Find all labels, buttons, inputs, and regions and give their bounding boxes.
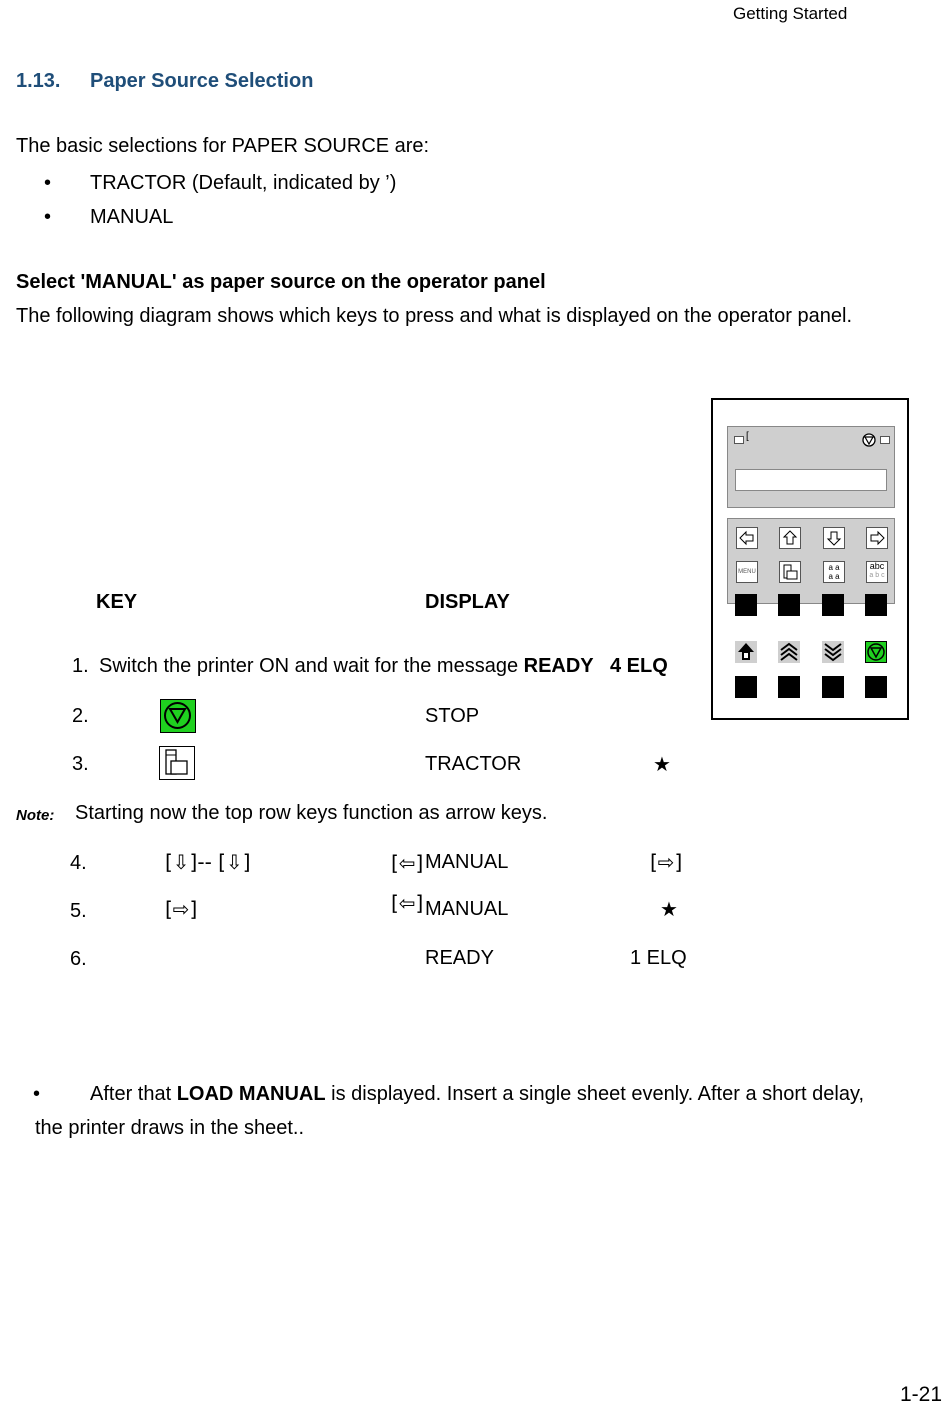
bullet-dot: • (44, 206, 52, 228)
indicator-led (734, 436, 744, 444)
panel-button (822, 676, 844, 698)
panel-button (865, 676, 887, 698)
closing-line-2: the printer draws in the sheet.. (35, 1117, 305, 1139)
paper-source-key-icon (159, 746, 195, 780)
panel-button (735, 676, 757, 698)
panel-button (822, 594, 844, 616)
step-3-display: TRACTOR (425, 753, 522, 775)
step-6-display: READY (425, 947, 494, 969)
bullet-item-manual: MANUAL (90, 206, 174, 228)
operator-panel-diagram (711, 398, 909, 720)
closing-bold: LOAD MANUAL (176, 1083, 326, 1105)
stop-panel-key-icon (865, 641, 887, 663)
note-label: Note: (16, 807, 55, 824)
paper-source-panel-key (779, 561, 801, 583)
step-number: 5. (70, 900, 87, 922)
closing-post: is displayed. Insert a single sheet evenly. After a short delay, (325, 1083, 865, 1105)
step-5-left-arrow: [⇦] (391, 891, 424, 915)
description: The following diagram shows which keys to press and what is displayed on the operator panel. (16, 305, 853, 327)
step-number: 3. (72, 753, 89, 775)
up-arrow-key (779, 527, 801, 549)
step-number: 4. (70, 852, 87, 874)
step-2-display: STOP (425, 705, 480, 727)
column-header-display: DISPLAY (425, 591, 510, 613)
running-header: Getting Started (733, 4, 848, 23)
default-star-icon: ★ (653, 754, 671, 776)
shift-up-key-icon (735, 641, 757, 663)
closing-pre: After that (90, 1083, 177, 1105)
right-arrow-key (866, 527, 888, 549)
indicator-led (880, 436, 890, 444)
step-number: 2. (72, 705, 89, 727)
bullet-dot: • (33, 1083, 41, 1105)
lcd-window (735, 469, 887, 491)
section-number: 1.13. (16, 70, 61, 92)
intro-text: The basic selections for PAPER SOURCE are: (16, 135, 430, 157)
bullet-item-tractor: TRACTOR (Default, indicated by ’) (90, 172, 397, 194)
step-number: 6. (70, 948, 87, 970)
pitch-key-sublabel: a b c (869, 572, 885, 579)
step-4-display: MANUAL (425, 851, 509, 873)
left-arrow-key (736, 527, 758, 549)
step-4-left-arrow: [⇦] (391, 851, 424, 875)
panel-button (778, 594, 800, 616)
font-key-label: a a a a (823, 561, 845, 583)
down-arrow-key (823, 527, 845, 549)
note-text: Starting now the top row keys function as arrow keys. (75, 802, 548, 824)
step-4-key: [⇩]-- [⇩] (165, 850, 251, 874)
panel-button (865, 594, 887, 616)
step-4-right-arrow: [⇨] (650, 850, 683, 874)
step-5-display: MANUAL (425, 898, 509, 920)
closing-line-1 (90, 1083, 864, 1106)
stop-key-icon (160, 699, 196, 733)
stop-indicator-icon (862, 433, 876, 447)
default-star-icon: ★ (660, 899, 678, 921)
step-6-right: 1 ELQ (630, 947, 687, 969)
step-1-text (99, 655, 668, 678)
section-title: Paper Source Selection (90, 70, 314, 92)
page-number: 1-21 (900, 1383, 943, 1406)
step-5-key: [⇨] (165, 897, 198, 921)
feed-up-key-icon (778, 641, 800, 663)
subheading: Select 'MANUAL' as paper source on the operator panel (16, 271, 546, 293)
feed-down-key-icon (822, 641, 844, 663)
panel-button (735, 594, 757, 616)
step-number: 1. (72, 655, 89, 677)
step-1-message: READY 4 ELQ (523, 655, 668, 677)
menu-key-label: MENU (736, 561, 758, 583)
pitch-key-label: abc (869, 561, 885, 571)
panel-keys-area (727, 518, 895, 604)
pitch-key (866, 561, 888, 583)
panel-display-area (727, 426, 895, 508)
bracket-mark: [ (746, 431, 749, 442)
step-1-instruction: Switch the printer ON and wait for the message (99, 655, 524, 677)
column-header-key: KEY (96, 591, 138, 613)
bullet-dot: • (44, 172, 52, 194)
panel-button (778, 676, 800, 698)
